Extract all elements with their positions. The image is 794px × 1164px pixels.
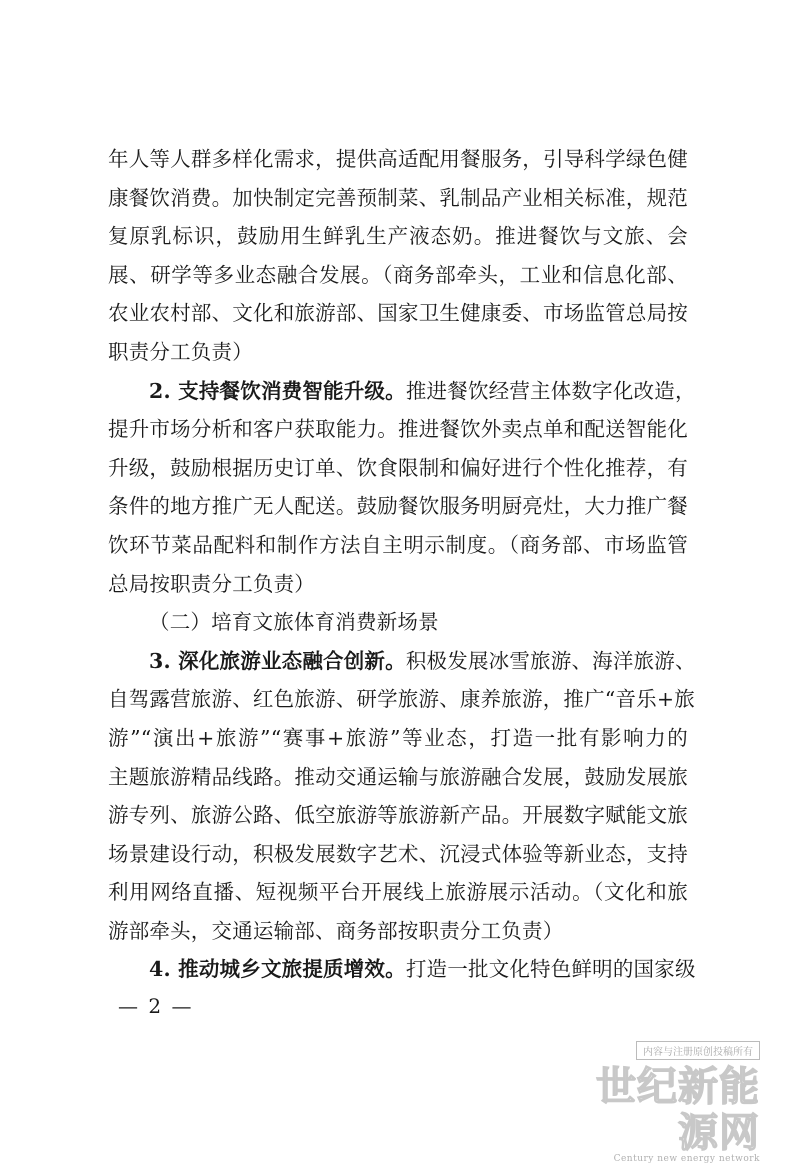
text-line: 游部牵头，交通运输部、商务部按职责分工负责） <box>108 918 564 943</box>
text-line: 年人等人群多样化需求，提供高适配用餐服务，引导科学绿色健 <box>108 147 688 171</box>
text-line: 职责分工负责） <box>108 339 253 364</box>
item-3-title: 3. 深化旅游业态融合创新。 <box>149 648 406 673</box>
text-line: 总局按职责分工负责） <box>108 571 315 596</box>
text-line: 展、研学等多业态融合发展。（商务部牵头，工业和信息化部、 <box>108 262 688 287</box>
text-line: 利用网络直播、短视频平台开展线上旅游展示活动。（文化和旅 <box>108 880 688 905</box>
text-line: 升级，鼓励根据历史订单、饮食限制和偏好进行个性化推荐，有 <box>108 455 688 480</box>
document-body <box>108 140 696 989</box>
item-3-first-rest: 积极发展冰雪旅游、海洋旅游、 <box>405 648 696 673</box>
watermark-tagline: 内容与注册原创投稿所有 <box>636 1041 760 1060</box>
section-heading: （二）培育文旅体育消费新场景 <box>149 610 439 635</box>
text-line: 游专列、旅游公路、低空旅游等旅游新产品。开展数字赋能文旅 <box>108 803 688 828</box>
watermark <box>585 1040 760 1164</box>
text-line: 提升市场分析和客户获取能力。推进餐饮外卖点单和配送智能化 <box>108 417 688 442</box>
item-2-first-rest: 推进餐饮经营主体数字化改造， <box>405 378 696 403</box>
text-line: 饮环节菜品配料和制作方法自主明示制度。（商务部、市场监管 <box>108 532 688 557</box>
item-4-title: 4. 推动城乡文旅提质增效。 <box>149 957 406 982</box>
text-line: 场景建设行动，积极发展数字艺术、沉浸式体验等新业态，支持 <box>108 841 688 866</box>
item-2-first-line <box>108 372 696 411</box>
item-2-title: 2. 支持餐饮消费智能升级。 <box>149 378 406 403</box>
watermark-subtitle: Century new energy network <box>613 1154 760 1164</box>
watermark-logo-text: 世纪新能源网 <box>596 1064 760 1156</box>
text-line: 复原乳标识，鼓励用生鲜乳生产液态奶。推进餐饮与文旅、会 <box>108 224 688 249</box>
text-line: 主题旅游精品线路。推动交通运输与旅游融合发展，鼓励发展旅 <box>108 764 688 789</box>
text-line: 康餐饮消费。加快制定完善预制菜、乳制品产业相关标准，规范 <box>108 185 688 210</box>
text-line: 条件的地方推广无人配送。鼓励餐饮服务明厨亮灶，大力推广餐 <box>108 494 688 519</box>
text-line: 农业农村部、文化和旅游部、国家卫生健康委、市场监管总局按 <box>108 301 688 326</box>
page-number: — 2 — <box>118 994 194 1018</box>
item-4-first-rest: 打造一批文化特色鲜明的国家级 <box>405 957 696 982</box>
item-4-first-line <box>108 950 696 989</box>
text-line: 自驾露营旅游、红色旅游、研学旅游、康养旅游，推广“音乐+旅 <box>108 687 695 712</box>
text-line: 游”“演出+旅游”“赛事+旅游”等业态，打造一批有影响力的 <box>108 725 688 750</box>
item-3-first-line <box>108 642 696 681</box>
